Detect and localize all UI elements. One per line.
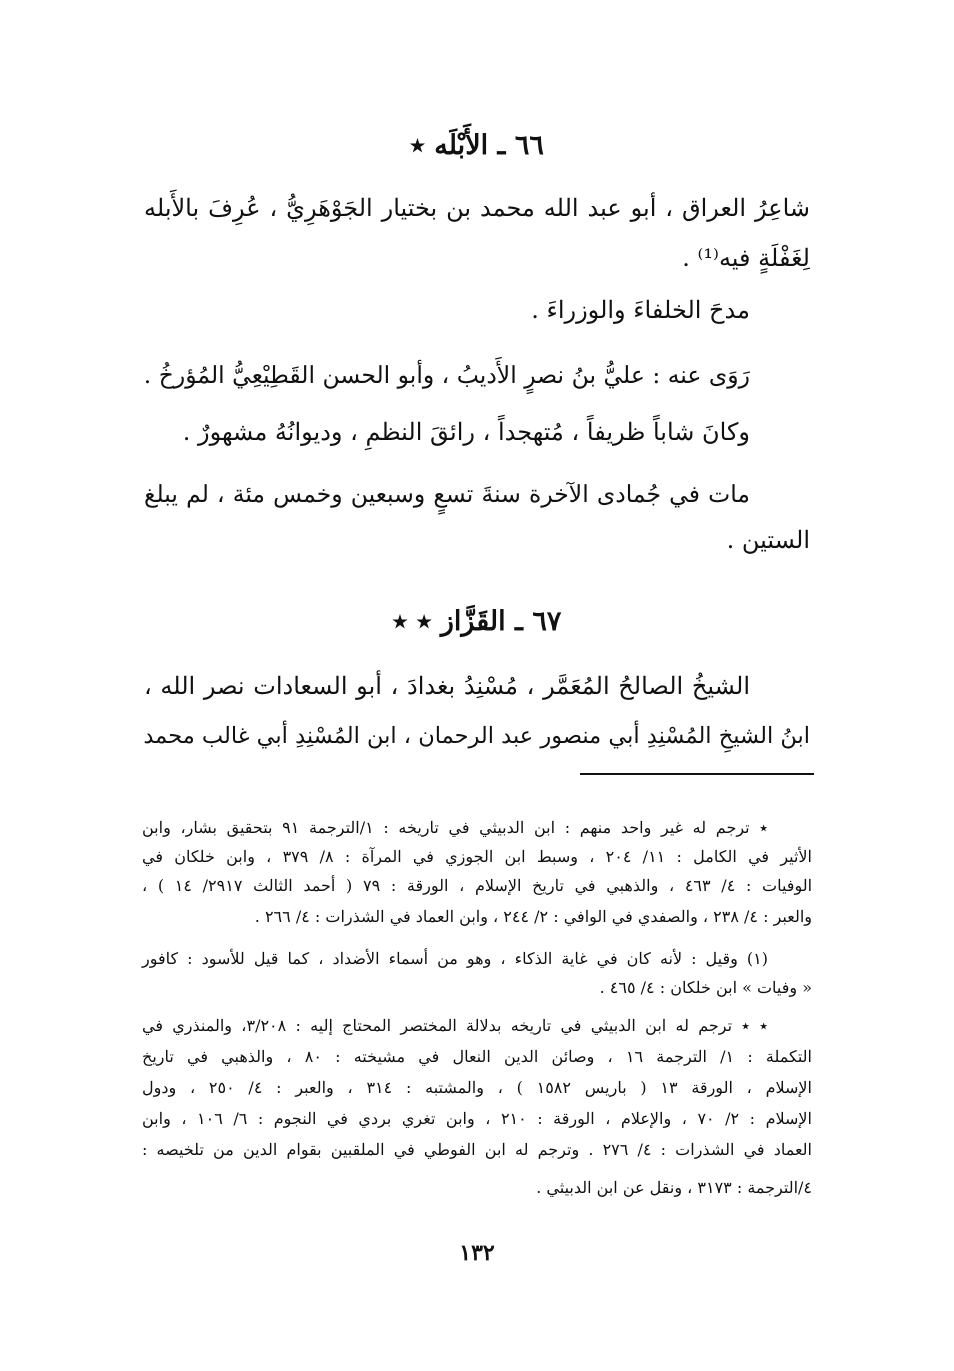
footnote-line: الأثير في الكامل : ١١/ ٢٠٤ ، وسبط ابن الجوزي في المرآة : ٨/ ٣٧٩ ، وابن خلكان في: [142, 847, 812, 866]
entry-66-line: شاعِرُ العراق ، أبو عبد الله محمد بن بختيار الجَوْهَرِيُّ ، عُرِفَ بالأَبله: [144, 194, 810, 222]
entry-66-line: وكانَ شاباً ظريفاً ، مُتهجداً ، رائقَ النظمِ ، وديوانُهُ مشهورٌ .: [182, 418, 750, 446]
footnote-line: ٤/الترجمة : ٣١٧٣ ، ونقل عن ابن الدبيثي .: [536, 1178, 812, 1197]
entry-66-line: الستين .: [726, 526, 810, 554]
entry-67-title: ٦٧ ـ القَزَّاز ٭ ٭: [392, 606, 562, 637]
footnote-line: الإسلام ، الورقة ١٣ ( باريس ١٥٨٢ ) ، والمشتبه : ٣١٤ ، والعبر : ٤/ ٢٥٠ ، ودول: [142, 1078, 812, 1097]
footnote-line: ٭ ٭ ترجم له ابن الدبيثي في تاريخه بدلالة المختصر المحتاج إليه : ٣/٢٠٨، والمنذري في: [142, 1016, 769, 1035]
page-number: ١٣٢: [459, 1240, 495, 1266]
footnote-separator: [580, 773, 814, 775]
footnote-line: (١) وقيل : لأنه كان في غاية الذكاء ، وهو من أسماء الأضداد ، كما قيل للأسود : كافور: [142, 949, 768, 968]
footnote-line: العماد في الشذرات : ٤/ ٢٧٦ . وترجم له ابن الفوطي في الملقبين بقوام الدين من تلخيصه :: [142, 1140, 812, 1159]
footnote-line: والعبر : ٤/ ٢٣٨ ، والصفدي في الوافي : ٢/ ٢٤٤ ، وابن العماد في الشذرات : ٤/ ٢٦٦ .: [254, 907, 812, 926]
entry-67-line: ابنُ الشيخِ المُسْنِدِ أبي منصور عبد الرحمان ، ابن المُسْنِدِ أبي غالب محمد: [143, 723, 810, 749]
footnote-line: التكملة : ١/ الترجمة ١٦ ، وصائن الدين النعال في مشيخته : ٨٠ ، والذهبي في تاريخ: [142, 1047, 813, 1066]
entry-66-line: مات في جُمادى الآخرة سنةَ تسعٍ وسبعين وخمس مئة ، لم يبلغ: [144, 480, 750, 508]
entry-67-line: الشيخُ الصالحُ المُعَمَّر ، مُسْنِدُ بغدادَ ، أبو السعادات نصر الله ،: [144, 672, 750, 700]
entry-66-line: مدحَ الخلفاءَ والوزراءَ .: [531, 296, 750, 324]
entry-66-line: لِغَفْلَةٍ فيه⁽¹⁾ .: [682, 244, 810, 272]
entry-66-title: ٦٦ ـ الأَبْلَه ٭: [410, 130, 544, 161]
footnote-line: ٭ ترجم له غير واحد منهم : ابن الدبيثي في تاريخه : ١/الترجمة ٩١ بتحقيق بشار، وابن: [142, 818, 768, 837]
entry-66-line: رَوَى عنه : عليُّ بنُ نصرٍ الأَديبُ ، وأبو الحسن القَطِيْعِيُّ المُؤرخُ .: [143, 361, 750, 389]
footnote-line: « وفيات » ابن خلكان : ٤/ ٤٦٥ .: [599, 978, 812, 997]
footnote-line: الإسلام : ٢/ ٧٠ ، والإعلام ، الورقة : ٢١٠ ، وابن تغري بردي في النجوم : ٦/ ١٠٦ ، وابن: [142, 1109, 813, 1128]
footnote-line: الوفيات : ٤/ ٤٦٣ ، والذهبي في تاريخ الإسلام ، الورقة : ٧٩ ( أحمد الثالث ٢٩١٧/ ١٤ ) ،: [142, 876, 813, 895]
